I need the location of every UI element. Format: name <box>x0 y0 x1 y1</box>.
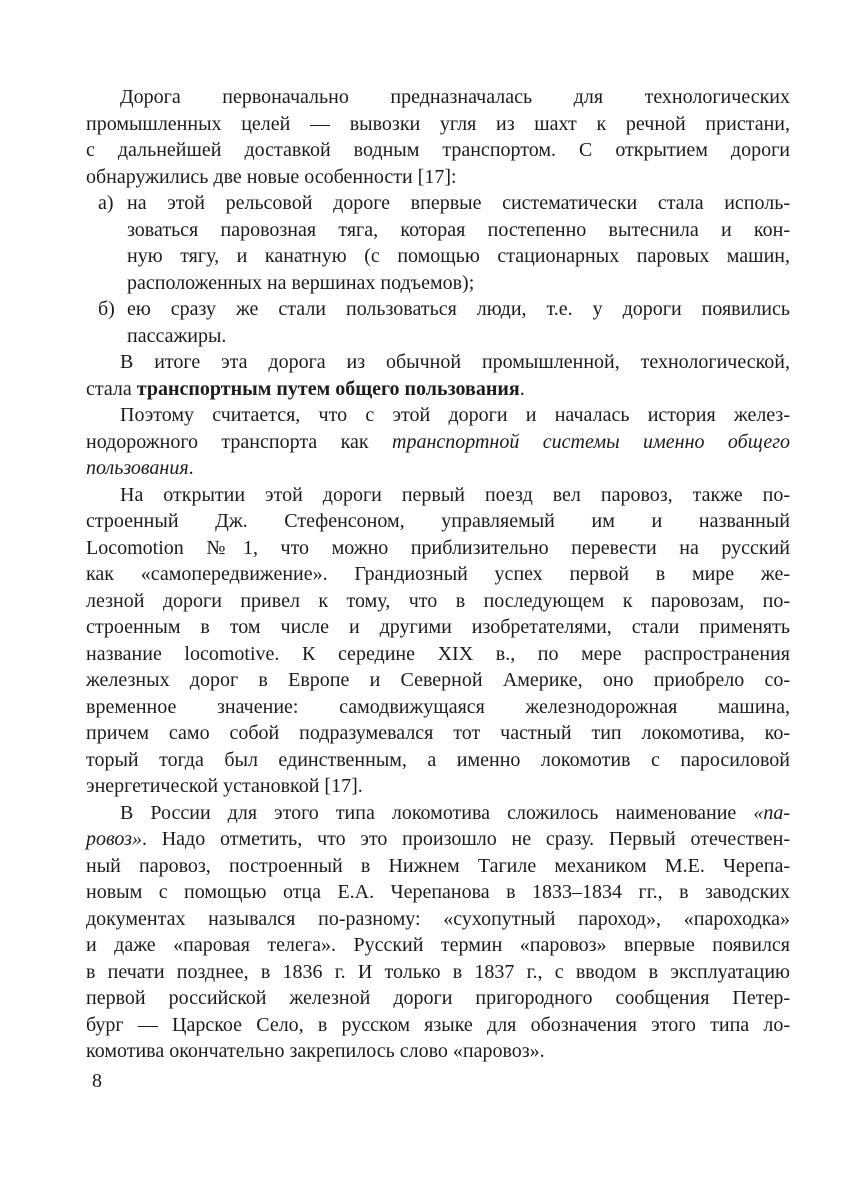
text-line <box>86 217 790 244</box>
text-line <box>86 800 790 827</box>
list-marker: а) <box>98 192 114 214</box>
body-text: обнаружились две новые особенности [17]: <box>86 165 457 188</box>
text-line <box>86 959 790 986</box>
body-text: торый тогда был единственным, а именно локомотив с паросиловой <box>86 748 790 771</box>
text-line <box>86 641 790 668</box>
text-line <box>86 667 790 694</box>
body-text: железных дорог в Европе и Северной Америке, оно приобрело со- <box>86 669 790 691</box>
text-line <box>86 111 790 138</box>
text-line <box>86 773 790 800</box>
body-text: с дальнейшей доставкой водным транспортом. С открытием дороги <box>86 139 790 161</box>
text-line <box>86 270 790 297</box>
text-line <box>86 137 790 164</box>
list-line <box>86 296 790 323</box>
text-line <box>86 482 790 509</box>
text-line <box>86 402 790 429</box>
bold-text: транспортным путем общего пользования <box>136 377 520 400</box>
body-text: . <box>188 457 194 479</box>
italic-text: пользования <box>86 457 189 479</box>
text-line <box>86 985 790 1012</box>
text-line <box>86 826 790 853</box>
page-number: 8 <box>92 1070 102 1092</box>
body-text: первой российской железной дороги пригородного сообщения Петер- <box>86 987 790 1009</box>
list-line <box>86 190 790 217</box>
body-text: временное значение: самодвижущаяся железнодорожная машина, <box>86 695 790 718</box>
body-text: ную тягу, и канатную (с помощью стационарных паровых машин, <box>127 245 790 267</box>
text-line <box>86 349 790 376</box>
text-line <box>86 508 790 535</box>
body-text: бург — Царское Село, в русском языке для обозначения этого типа ло- <box>86 1013 790 1036</box>
body-text: комотива окончательно закрепилось слово «паровоз». <box>86 1040 545 1062</box>
body-text: ею сразу же стали пользоваться люди, т.е. у дороги появились <box>127 298 790 320</box>
text-line <box>86 429 790 456</box>
body-text: В итоге эта дорога из обычной промышленной, технологической, <box>120 351 790 373</box>
body-text: строенным в том числе и другими изобретателями, стали применять <box>86 616 790 638</box>
text-line <box>86 323 790 350</box>
body-text: Поэтому считается, что с этой дороги и началась история желез- <box>120 404 790 426</box>
body-text: в печати позднее, в 1836 г. И только в 1837 г., с вводом в эксплуатацию <box>86 960 790 983</box>
text-line <box>86 1038 790 1065</box>
text-line <box>86 535 790 562</box>
body-text: строенный Дж. Стефенсоном, управляемый им и названный <box>86 510 790 532</box>
text-line <box>86 614 790 641</box>
body-text: ный паровоз, построенный в Нижнем Тагиле механиком М.Е. Черепа- <box>86 854 790 877</box>
body-text: и даже «паровая телега». Русский термин «паровоз» впервые появился <box>86 934 790 956</box>
text-line <box>86 720 790 747</box>
body-text: на этой рельсовой дороге впервые систематически стала исполь- <box>127 192 790 214</box>
text-line <box>86 932 790 959</box>
text-line <box>86 243 790 270</box>
body-text: Дорога первоначально предназначалась для технологических <box>120 86 790 108</box>
body-text: лезной дороги привел к тому, что в последующем к паровозам, по- <box>86 589 790 612</box>
body-text: расположенных на вершинах подъемов); <box>127 271 475 294</box>
body-text: новым с помощью отца Е.А. Черепанова в 1833–1834 гг., в заводских <box>86 881 790 903</box>
text-line <box>86 747 790 774</box>
body-text: причем само собой подразумевался тот частный тип локомотива, ко- <box>86 722 790 744</box>
body-text: В России для этого типа локомотива сложилось наименование <box>120 801 754 824</box>
body-text: энергетической установкой [17]. <box>86 775 363 797</box>
italic-text: транспортной системы именно общего <box>392 430 790 453</box>
text-line <box>86 588 790 615</box>
text-line <box>86 84 790 111</box>
text-line <box>86 455 790 482</box>
body-text: документах назывался по-разному: «сухопутный пароход», «пароходка» <box>86 907 790 930</box>
text-line <box>86 561 790 588</box>
body-text: промышленных целей — вывозки угля из шахт к речной пристани, <box>86 112 790 135</box>
body-text: название locomotive. К середине XIX в., по мере распространения <box>86 642 790 665</box>
text-line <box>86 906 790 933</box>
text-line <box>86 164 790 191</box>
body-text: как «самопередвижение». Грандиозный успех первой в мире же- <box>86 563 790 585</box>
body-text: Locomotion №1, что можно приблизительно перевести на русский <box>86 536 790 559</box>
body-text: стала <box>86 377 137 400</box>
body-text: пассажиры. <box>127 324 227 347</box>
text-line <box>86 853 790 880</box>
body-text: зоваться паровозная тяга, которая постепенно вытеснила и кон- <box>127 218 790 241</box>
text-line <box>86 376 790 403</box>
text-line <box>86 1012 790 1039</box>
text-line <box>86 694 790 721</box>
body-text: . <box>519 377 525 400</box>
body-text: На открытии этой дороги первый поезд вел паровоз, также по- <box>120 483 790 506</box>
italic-text: «па- <box>753 801 790 824</box>
body-text: нодорожного транспорта как <box>86 430 392 453</box>
text-line <box>86 879 790 906</box>
text-block <box>86 84 790 1065</box>
list-marker: б) <box>98 298 115 320</box>
italic-text: ровоз» <box>86 828 142 850</box>
body-text: . Надо отметить, что это произошло не сразу. Первый отечествен- <box>141 828 790 850</box>
